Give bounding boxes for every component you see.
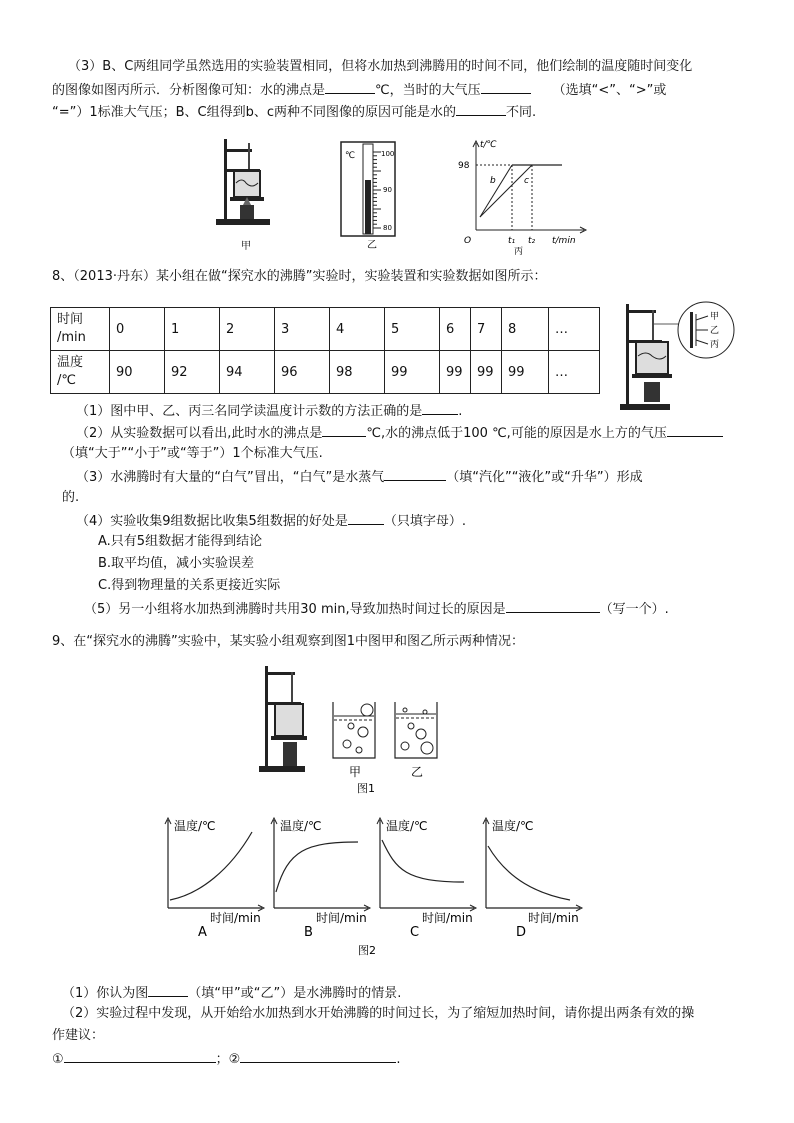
q9-graph-ylabel: 温度/℃ — [492, 819, 534, 833]
q9-fig1-caption: 图1 — [357, 782, 375, 795]
q8-item4: （4）实验收集9组数据比收集5组数据的好处是 （只填字母）. — [76, 510, 466, 532]
q7-thermo-90: 90 — [383, 186, 392, 194]
table-cell: 5 — [385, 308, 440, 351]
table-cell: 1 — [165, 308, 220, 351]
q9-item1: （1）你认为图 （填“甲”或“乙”）是水沸腾时的情景. — [62, 982, 401, 1004]
q7-text-line1: （3）B、C两组同学虽然选用的实验装置相同，但将水加热到沸腾用的时间不同，他们绘制的温度随时间变化 — [68, 59, 693, 74]
table-cell: 99 — [471, 351, 502, 394]
q8-option-a: A.只有5组数据才能得到结论 — [98, 534, 263, 549]
q9-fig1-yi: 乙 — [411, 765, 424, 779]
q8-answer-3[interactable] — [384, 466, 446, 481]
q9-fig2-caption: 图2 — [358, 944, 376, 957]
q9-graph-ylabel: 温度/℃ — [174, 819, 216, 833]
table-row — [51, 351, 600, 394]
q7-apparatus-figure — [212, 135, 276, 253]
table-cell: 99 — [385, 351, 440, 394]
q9-graph-ylabel: 温度/℃ — [280, 819, 322, 833]
q9-item2-cont: 作建议： — [52, 1028, 105, 1043]
svg-text:b: b — [490, 176, 496, 186]
q9-graph-xlabel: 时间/min — [422, 911, 473, 925]
q9-graph-b — [271, 818, 370, 940]
q9-graph-xlabel: 时间/min — [528, 911, 579, 925]
q7-graph-t2: t₂ — [528, 236, 536, 246]
q7-thermo-unit: ℃ — [345, 151, 356, 161]
q7-graph-t1: t₁ — [508, 236, 516, 246]
q8-answer-1[interactable] — [422, 400, 458, 415]
q7-answer-boiling-point[interactable] — [325, 79, 375, 94]
table-cell: … — [549, 351, 600, 394]
q9-title: 9、在“探究水的沸腾”实验中，某实验小组观察到图1中图甲和图乙所示两种情况： — [52, 634, 525, 649]
q9-graph-letter: B — [304, 925, 313, 940]
q8-item2-cont: （填“大于”“小于”或“等于”）1个标准大气压. — [62, 446, 323, 461]
q7-graph-curve-b — [480, 165, 512, 217]
table-cell: 6 — [440, 308, 471, 351]
table-cell: 8 — [502, 308, 549, 351]
q8-item2: （2）从实验数据可以看出,此时水的沸点是 ℃,水的沸点低于100 ℃,可能的原因是水上方的气压 — [76, 422, 723, 444]
q7-answer-reason[interactable] — [456, 101, 506, 116]
q9-graph-letter: D — [516, 925, 527, 940]
table-cell: 98 — [330, 351, 385, 394]
table-cell: … — [549, 308, 600, 351]
q9-figure1 — [255, 662, 467, 796]
q7-graph-98: 98 — [458, 161, 470, 171]
table-header-time: 时间 /min — [51, 308, 110, 351]
q8-title: 8、（2013·丹东）某小组在做“探究水的沸腾”实验时，实验装置和实验数据如图所示： — [52, 269, 547, 284]
q7-answer-pressure[interactable] — [481, 79, 531, 94]
q7-label-bing: 丙 — [514, 247, 524, 255]
q9-item2: （2）实验过程中发现，从开始给水加热到水开始沸腾的时间过长，为了缩短加热时间，请你提出两条有效的操 — [62, 1006, 695, 1021]
q8-eye-jia: 甲 — [710, 312, 720, 322]
table-cell: 7 — [471, 308, 502, 351]
q7-thermo-80: 80 — [383, 224, 392, 232]
q7-text-line2: 的图像如图丙所示．分析图像可知：水的沸点是 ℃，当时的大气压 （选填“<”、“>”或 — [52, 79, 666, 101]
q8-eye-bing: 丙 — [710, 340, 720, 350]
svg-text:c: c — [524, 176, 529, 186]
q9-graph-a — [165, 818, 264, 940]
q8-answer-4[interactable] — [348, 510, 384, 525]
q8-option-c: C.得到物理量的关系更接近实际 — [98, 578, 281, 593]
table-cell: 96 — [275, 351, 330, 394]
q9-graph-xlabel: 时间/min — [316, 911, 367, 925]
q9-graph-xlabel: 时间/min — [210, 911, 261, 925]
q8-data-table — [50, 307, 600, 394]
q9-graph-d — [483, 818, 582, 940]
table-cell: 90 — [110, 351, 165, 394]
q7-graph-curve-c — [480, 165, 532, 217]
q8-answer-5[interactable] — [506, 598, 600, 613]
q9-figure2 — [160, 812, 590, 962]
q9-graph-c — [377, 818, 476, 940]
q7-graph-y-axis: t/℃ — [480, 140, 497, 150]
q8-item3: （3）水沸腾时有大量的“白气”冒出，“白气”是水蒸气 （填“汽化”“液化”或“升华”）形成 — [76, 466, 643, 488]
q7-temperature-graph — [454, 135, 594, 255]
table-cell: 94 — [220, 351, 275, 394]
q9-graph-curve — [170, 832, 252, 900]
q9-graph-letter: A — [198, 925, 207, 940]
table-cell: 2 — [220, 308, 275, 351]
q7-thermo-100: 100 — [381, 150, 395, 158]
table-cell: 4 — [330, 308, 385, 351]
q8-option-b: B.取平均值，减小实验误差 — [98, 556, 255, 571]
q7-label-yi: 乙 — [367, 240, 377, 251]
q9-graph-curve — [488, 846, 570, 900]
table-cell: 92 — [165, 351, 220, 394]
q7-graph-origin: O — [464, 236, 472, 246]
table-header-temp: 温度 /℃ — [51, 351, 110, 394]
table-cell: 0 — [110, 308, 165, 351]
q9-answer-suggestion-1[interactable] — [64, 1048, 216, 1063]
q7-thermometer-figure — [337, 140, 405, 252]
q7-graph-x-axis: t/min — [552, 236, 576, 246]
q8-item1: （1）图中甲、乙、丙三名同学读温度计示数的方法正确的是 . — [76, 400, 462, 422]
q8-apparatus-figure — [612, 300, 742, 414]
q7-text-line3: “=”）1标准大气压；B、C组得到b、c两种不同图像的原因可能是水的 不同. — [52, 101, 536, 123]
q9-graph-letter: C — [410, 925, 420, 940]
q8-eye-yi: 乙 — [710, 326, 720, 336]
table-cell: 3 — [275, 308, 330, 351]
q8-answer-2a[interactable] — [322, 422, 366, 437]
q9-suggestions: ① ；② . — [52, 1048, 400, 1070]
q7-label-jia: 甲 — [241, 241, 251, 252]
q9-answer-1[interactable] — [148, 982, 188, 997]
q9-answer-suggestion-2[interactable] — [240, 1048, 396, 1063]
q8-item5: （5）另一小组将水加热到沸腾时共用30 min,导致加热时间过长的原因是 （写一个）. — [84, 598, 669, 620]
table-row — [51, 308, 600, 351]
q8-item3-cont: 的. — [62, 490, 80, 505]
q9-fig1-jia: 甲 — [349, 765, 362, 779]
q9-graph-ylabel: 温度/℃ — [386, 819, 428, 833]
table-cell: 99 — [440, 351, 471, 394]
q9-graph-curve — [276, 842, 358, 892]
table-cell: 99 — [502, 351, 549, 394]
q9-graph-curve — [382, 840, 464, 882]
q8-answer-2b[interactable] — [667, 422, 723, 437]
